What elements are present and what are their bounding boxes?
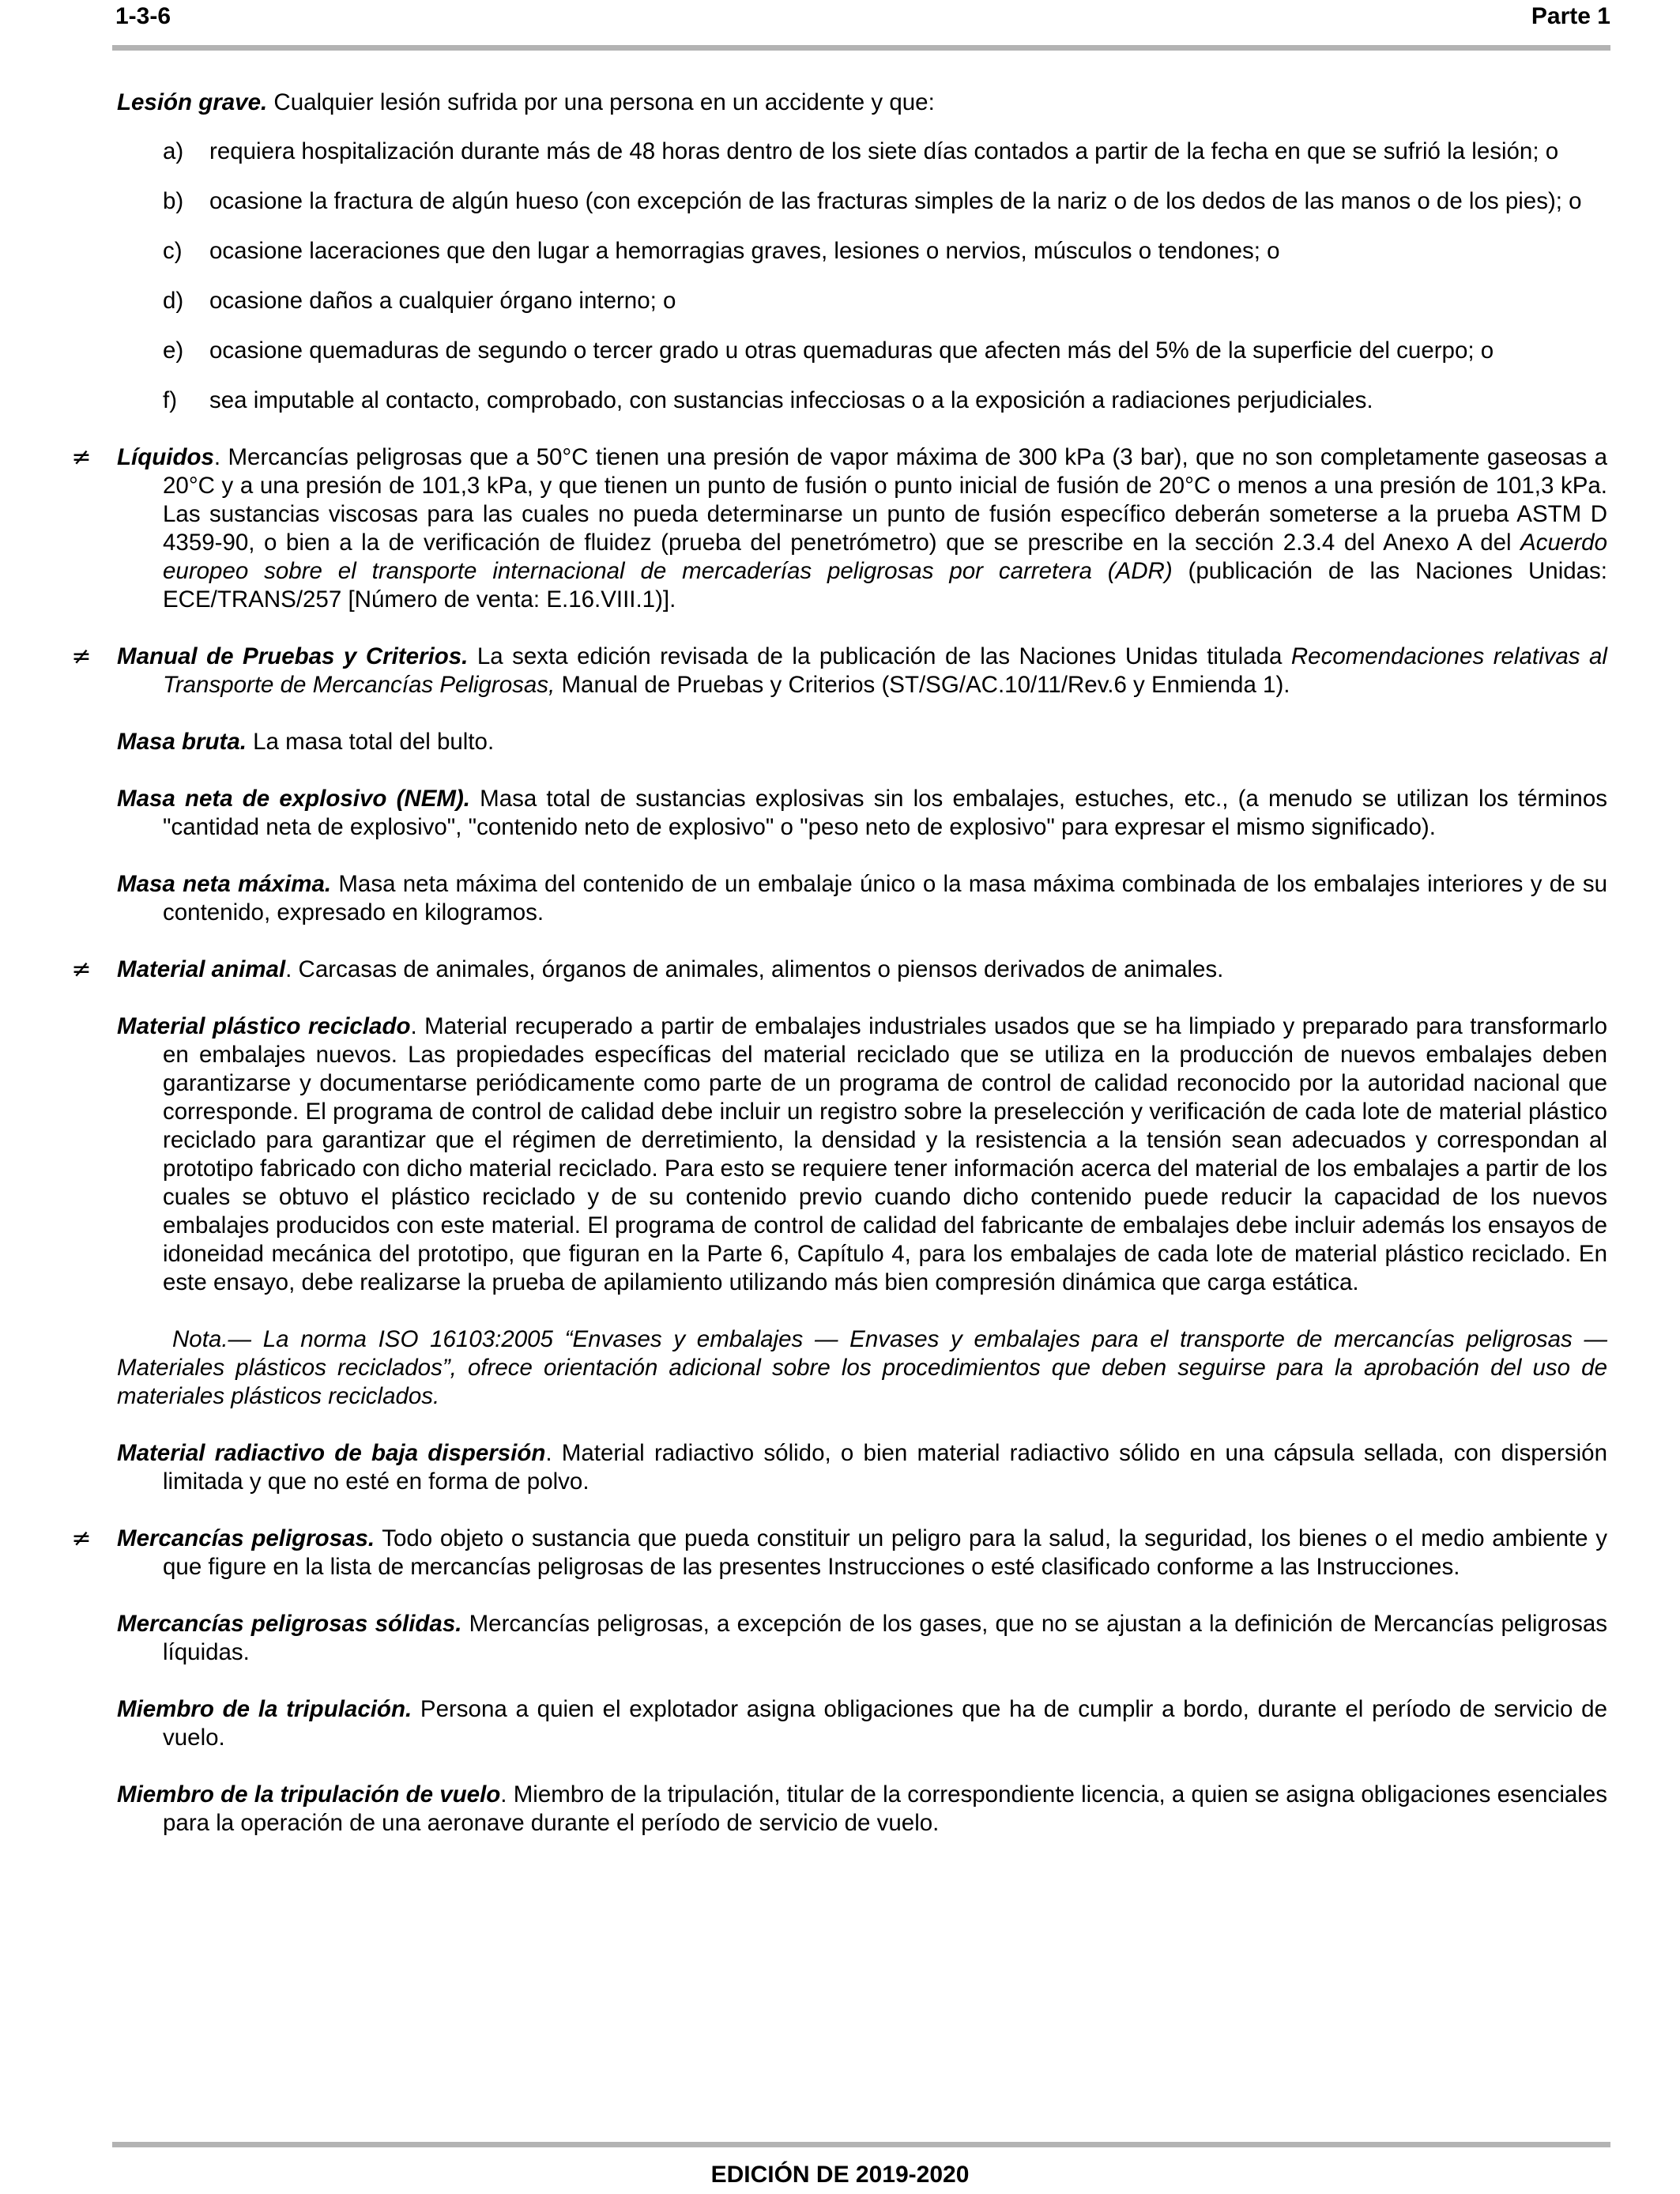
definition-miembro-tripulacion (117, 1695, 1607, 1752)
change-mark-icon: ≠ (71, 643, 92, 670)
list-item (117, 287, 1607, 315)
definition-material-animal (71, 956, 1607, 984)
definition-material-radiactivo (117, 1439, 1607, 1496)
list-item-text: ocasione la fractura de algún hueso (con excepción de las fracturas simples de la nariz o de los dedos de las manos o de los pies); o (209, 188, 1582, 214)
definition-text-cont: (publicación de las Naciones Unidas: ECE/TRANS/257 [Número de venta: E.16.VIII.1)]. (163, 558, 1608, 613)
definition-manual-text (117, 643, 1607, 699)
list-item (117, 237, 1607, 266)
term-manual: Manual de Pruebas y Criterios. (117, 643, 469, 669)
definition-text: Todo objeto o sustancia que pueda constituir un peligro para la salud, la seguridad, los bienes o el medio ambiente y que figure en la lista de mercancías peligrosas de las presentes Instrucciones o esté clasificado conforme a las Instrucciones. (163, 1525, 1607, 1580)
definition-text: La masa total del bulto. (246, 729, 495, 755)
term-masa-neta-maxima: Masa neta máxima. (117, 871, 332, 897)
definition-mercancias-solidas-text (117, 1610, 1607, 1667)
term-mercancias-peligrosas: Mercancías peligrosas. (117, 1525, 375, 1551)
definition-text: La sexta edición revisada de la publicación de las Naciones Unidas titulada (468, 643, 1291, 669)
definition-liquidos-text (117, 443, 1607, 614)
definition-masa-bruta-text (117, 728, 1607, 756)
term-liquidos: Líquidos (117, 444, 214, 470)
list-item-label: a) (163, 138, 184, 164)
term-material-animal: Material animal (117, 956, 286, 982)
change-mark-icon: ≠ (71, 1525, 92, 1552)
list-item-text: requiera hospitalización durante más de 48 horas dentro de los siete días contados a partir de la fecha en que se sufrió la lesión; o (209, 138, 1559, 164)
definition-mercancias-peligrosas (71, 1525, 1607, 1581)
definition-miembro-vuelo-text (117, 1781, 1607, 1838)
term-material-plastico: Material plástico reciclado (117, 1013, 411, 1039)
lesion-grave-list (117, 138, 1607, 415)
term-masa-neta-explosivo: Masa neta de explosivo (NEM). (117, 786, 470, 812)
definitions-body (71, 89, 1608, 1866)
definition-text: Mercancías peligrosas, a excepción de los gases, que no se ajustan a la definición de Mercancías peligrosas líquidas. (163, 1611, 1607, 1665)
definition-text: . Carcasas de animales, órganos de animales, alimentos o piensos derivados de animales. (285, 956, 1224, 982)
list-item-text: sea imputable al contacto, comprobado, con sustancias infecciosas o a la exposición a radiaciones perjudiciales. (209, 387, 1373, 413)
change-mark-icon: ≠ (71, 956, 92, 983)
definition-material-plastico (117, 1012, 1607, 1297)
list-item-label: e) (163, 337, 184, 364)
list-item-label: d) (163, 288, 184, 314)
list-item (117, 138, 1607, 166)
list-item (117, 386, 1607, 415)
definition-text: Cualquier lesión sufrida por una persona en un accidente y que: (267, 89, 935, 115)
definition-mercancias-solidas (117, 1610, 1607, 1667)
term-miembro-tripulacion: Miembro de la tripulación. (117, 1696, 412, 1722)
definition-masa-neta-explosivo-text (117, 785, 1607, 842)
list-item-label: f) (163, 387, 178, 413)
note-iso-16103: Nota.— La norma ISO 16103:2005 “Envases y embalajes — Envases y embalajes para el transporte de mercancías peligrosas — Materiales plásticos reciclados”, ofrece orientación adicional sobre los procedimientos que deben seguirse para la aprobación del uso de materiales plásticos reciclados. (117, 1326, 1607, 1409)
list-item (117, 187, 1607, 216)
header-rule (112, 45, 1610, 51)
definition-text: Masa neta máxima del contenido de un embalaje único o la masa máxima combinada de los embalajes interiores y de su contenido, expresado en kilogramos. (163, 871, 1607, 925)
definition-liquidos (71, 443, 1608, 614)
term-mercancias-solidas: Mercancías peligrosas sólidas. (117, 1611, 462, 1637)
definition-lesion-grave-text (117, 89, 1607, 117)
list-item-text: ocasione daños a cualquier órgano interno; o (209, 288, 676, 314)
definition-text: . Material recuperado a partir de embalajes industriales usados que se ha limpiado y preparado para transformarlo en embalajes nuevos. Las propiedades específicas del material reciclado que se utiliza en la producción de nuevos embalajes deben garantizarse y documentarse periódicamente como parte de un programa de control de calidad reconocido por la autoridad nacional que corresponde. El programa de control de calidad debe incluir un registro sobre la preselección y verificación de cada lote de material plástico reciclado para garantizar que el régimen de derretimiento, la densidad y la resistencia a la tensión sean adecuados y correspondan al prototipo fabricado con dicho material reciclado. Para esto se requiere tener información acerca del material de los embalajes a partir de los cuales se obtuvo el plástico reciclado y de su contenido previo cuando dicho contenido puede reducir la capacidad de los nuevos embalajes producidos con este material. El programa de control de calidad del fabricante de embalajes debe incluir además los ensayos de idoneidad mecánica del prototipo, que figuran en la Parte 6, Capítulo 4, para los embalajes de cada lote de material plástico reciclado. En este ensayo, debe realizarse la prueba de apilamiento utilizando más bien compresión dinámica que carga estática. (163, 1013, 1607, 1295)
definition-lesion-grave (117, 89, 1607, 415)
footer-rule (112, 2142, 1610, 2147)
recommendations-title: Recomendaciones relativas al Transporte de Mercancías Peligrosas, (163, 643, 1607, 698)
adr-title: Acuerdo europeo sobre el transporte internacional de mercaderías peligrosas por carretera (ADR) (163, 530, 1607, 584)
definition-mercancias-peligrosas-text (117, 1525, 1607, 1581)
part-label: Parte 1 (1531, 3, 1610, 29)
definition-text: . Material radiactivo sólido, o bien material radiactivo sólido en una cápsula sellada, con dispersión limitada y que no esté en forma de polvo. (163, 1440, 1607, 1495)
term-masa-bruta: Masa bruta. (117, 729, 247, 755)
definition-text: . Mercancías peligrosas que a 50°C tienen una presión de vapor máxima de 300 kPa (3 bar), que no son completamente gaseosas a 20°C y a una presión de 101,3 kPa, y que tienen un punto de fusión o punto inicial de fusión de 20°C o menos a una presión de 101,3 kPa. Las sustancias viscosas para las cuales no pueda determinarse un punto de fusión específico deberán someterse a la prueba ASTM D 4359-90, o bien a la de verificación de fluidez (prueba del penetrómetro) que se prescribe en la sección 2.3.4 del Anexo A del (163, 444, 1607, 556)
definition-miembro-tripulacion-text (117, 1695, 1607, 1752)
list-item-text: ocasione laceraciones que den lugar a hemorragias graves, lesiones o nervios, músculos o tendones; o (209, 238, 1280, 264)
definition-material-radiactivo-text (117, 1439, 1607, 1496)
definition-masa-neta-maxima-text (117, 870, 1607, 927)
change-mark-icon: ≠ (71, 443, 92, 471)
definition-manual (71, 643, 1607, 699)
page-header (115, 0, 1610, 40)
definition-miembro-vuelo (117, 1781, 1607, 1838)
list-item-label: c) (163, 238, 183, 264)
page-number: 1-3-6 (115, 3, 171, 29)
list-item-text: ocasione quemaduras de segundo o tercer grado u otras quemaduras que afecten más del 5% de la superficie del cuerpo; o (209, 337, 1494, 364)
definition-masa-bruta (117, 728, 1607, 756)
edition-footer: EDICIÓN DE 2019-2020 (710, 2162, 970, 2188)
definition-material-plastico-text (117, 1012, 1607, 1297)
term-lesion-grave: Lesión grave. (117, 89, 268, 115)
term-material-radiactivo: Material radiactivo de baja dispersión (117, 1440, 546, 1466)
term-miembro-vuelo: Miembro de la tripulación de vuelo (117, 1781, 501, 1808)
definition-text: Masa total de sustancias explosivas sin los embalajes, estuches, etc., (a menudo se utilizan los términos "cantidad neta de explosivo", "contenido neto de explosivo" o "peso neto de explosivo" para expresar el mismo significado). (163, 786, 1607, 840)
definition-material-animal-text (117, 956, 1607, 984)
definition-text-cont: Manual de Pruebas y Criterios (ST/SG/AC.10/11/Rev.6 y Enmienda 1). (555, 672, 1290, 698)
list-item-label: b) (163, 188, 184, 214)
definition-text: . Miembro de la tripulación, titular de la correspondiente licencia, a quien se asigna obligaciones esenciales para la operación de una aeronave durante el período de servicio de vuelo. (163, 1781, 1607, 1836)
definition-masa-neta-explosivo (117, 785, 1607, 842)
definition-masa-neta-maxima (117, 870, 1607, 927)
list-item (117, 337, 1607, 365)
definition-text: Persona a quien el explotador asigna obligaciones que ha de cumplir a bordo, durante el período de servicio de vuelo. (163, 1696, 1607, 1751)
